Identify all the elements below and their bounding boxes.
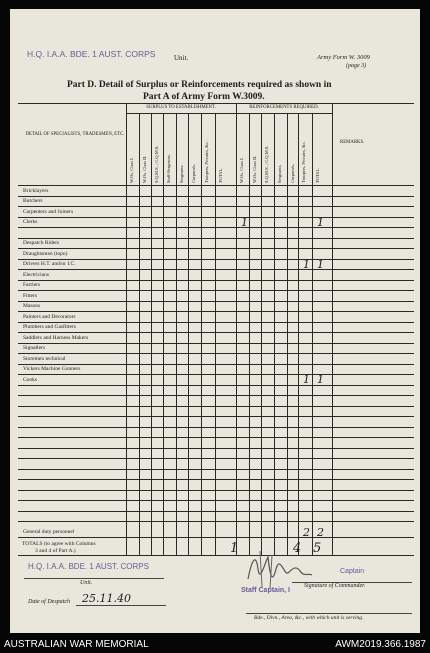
unit-label-bottom: Unit. [80,580,93,586]
date-value: 25.11.40 [82,592,131,605]
table-row-rule [18,374,414,375]
table-row-rule [18,248,414,249]
row-label: Draughtsmen (topo) [23,250,68,257]
surplus-column-header: Troopers, Privates, &c. [204,141,209,183]
table-row-rule [18,206,414,207]
table-row-rule [18,385,414,386]
reinf-column-header: S.Q.M.S. ; C.Q.M.S. [264,145,269,183]
row-label: Clerks [23,219,38,225]
table-row-rule [18,521,414,522]
archive-footer [0,633,430,653]
row-label: Butchers [23,198,43,204]
handwritten-entry: 2 [303,525,310,539]
rank-stamp-top: Captain [340,568,365,575]
table-row-rule [18,448,414,449]
surplus-column-header: Corporals. [191,164,196,183]
total-reinf-woi: 1 [230,541,239,556]
form-title-line2: Part A of Army Form W.3009. [143,92,265,102]
totals-label: TOTALS (to agree with Columns [22,541,96,547]
remarks-header: REMARKS. [340,140,365,145]
form-title-line1: Part D. Detail of Surplus or Reinforcements required as shown in [67,80,332,90]
row-label: Vickers Machine Gunners [23,366,81,372]
reinf-column-header: Sergeants. [277,164,282,183]
surplus-column-header: W.Os. Class I. [129,157,134,183]
form-sheet [10,9,420,633]
table-row-rule [18,511,414,512]
row-label: Plumbers and Gasfitters [23,324,76,330]
row-label: Bricklayers [23,187,49,194]
unit-stamp-top: H.Q. I.A.A. BDE. 1 AUST. CORPS [27,49,156,59]
table-row-rule [18,479,414,480]
reinf-column-header: W.Os. Class II. [252,155,257,183]
row-label: Painters and Decorators [23,313,76,320]
table-bottom-rule [18,555,414,556]
table-row-rule [18,259,414,260]
row-label: Saddlers and Harness Makers [23,334,89,341]
table-row-rule [18,353,414,354]
row-label: Cooks [23,376,38,383]
row-label: Drivers H.T. and/or I.C. [23,261,76,267]
handwritten-entry: 1 [317,215,324,229]
table-row-rule [18,238,414,239]
reinf-column-header: TOTAL. [315,167,320,183]
table-top-rule [18,103,414,104]
table-row-rule [18,280,414,281]
row-label: Storemen technical [23,355,66,362]
footer-source: AUSTRALIAN WAR MEMORIAL [4,639,149,650]
table-row-rule [18,537,414,538]
detail-column-header: DETAIL OF SPECIALISTS, TRADESMEN, ETC. [25,132,125,137]
row-label: Masons [23,303,41,309]
bde-line: Bde., Divn., Area, &c., with which unit is serving. [254,615,364,621]
table-row-rule [18,458,414,459]
footer-reference: AWM2019.366.1987 [335,639,426,650]
surplus-column-header: TOTAL. [218,167,223,183]
table-row-rule [18,322,414,323]
reinf-column-header: Corporals. [290,164,295,183]
total-reinf-troopers: 4 [293,541,302,556]
table-row-rule [18,364,414,365]
table-row-rule [18,406,414,407]
reinf-column-header: Troopers, Privates, &c. [301,141,306,183]
row-label: Fitters [23,292,38,299]
row-label: Farriers [23,282,41,288]
surplus-column-header: Sergeants. [179,164,184,183]
form-ref: Army Form W. 3009 [317,54,370,61]
unit-label-top: Unit. [174,54,189,62]
reinforcements-header: REINFORCEMENTS REQUIRED. [249,105,319,110]
table-row-rule [18,416,414,417]
table-row-rule [18,301,414,302]
table-row-rule [18,343,414,344]
handwritten-entry: 2 [317,525,324,539]
handwritten-entry: 1 [303,373,310,386]
form-page-ref: (page 3) [346,63,367,69]
table-row-rule [18,290,414,291]
header-bottom-rule [18,185,414,186]
surplus-header: SURPLUS TO ESTABLISHMENT. [146,105,216,110]
date-label: Date of Despatch [28,599,70,605]
table-row-rule [18,490,414,491]
handwritten-entry: 1 [303,257,310,271]
table-row-rule [18,332,414,333]
table-row-rule [18,311,414,312]
table-row-rule [18,196,414,197]
table-row-rule [18,427,414,428]
surplus-column-header: S.Q.M.S. ; C.Q.M.S. [154,145,159,183]
row-label: Electricians [23,271,49,278]
signature-label: Signature of Commander. [304,583,366,589]
total-reinf-total: 5 [313,541,322,556]
row-label: Signallers [23,345,45,351]
table-row-rule [18,395,414,396]
reinf-column-header: W.Os. Class I. [239,157,244,183]
row-label: General duty personnel [23,529,75,535]
handwritten-entry: 1 [317,373,324,386]
rank-stamp: Staff Captain, I [241,587,291,594]
table-row-rule [18,269,414,270]
unit-stamp-bottom: H.Q. I.A.A. BDE. 1 AUST. CORPS [28,562,149,571]
table-row-rule [18,437,414,438]
row-label: Despatch Riders [23,240,60,246]
surplus-column-header: W.Os. Class II. [142,155,147,183]
handwritten-entry: 1 [317,257,324,271]
surplus-column-header: Staff-Sergeants. [166,154,171,183]
group-header-rule [126,113,332,114]
table-row-rule [18,227,414,228]
table-row-rule [18,500,414,501]
table-row-rule [18,217,414,218]
totals-label-sub: 3 and 4 of Part A.) [35,548,76,554]
row-label: Carpenters and Joiners [23,208,74,215]
table-row-rule [18,469,414,470]
handwritten-entry: 1 [241,215,248,229]
